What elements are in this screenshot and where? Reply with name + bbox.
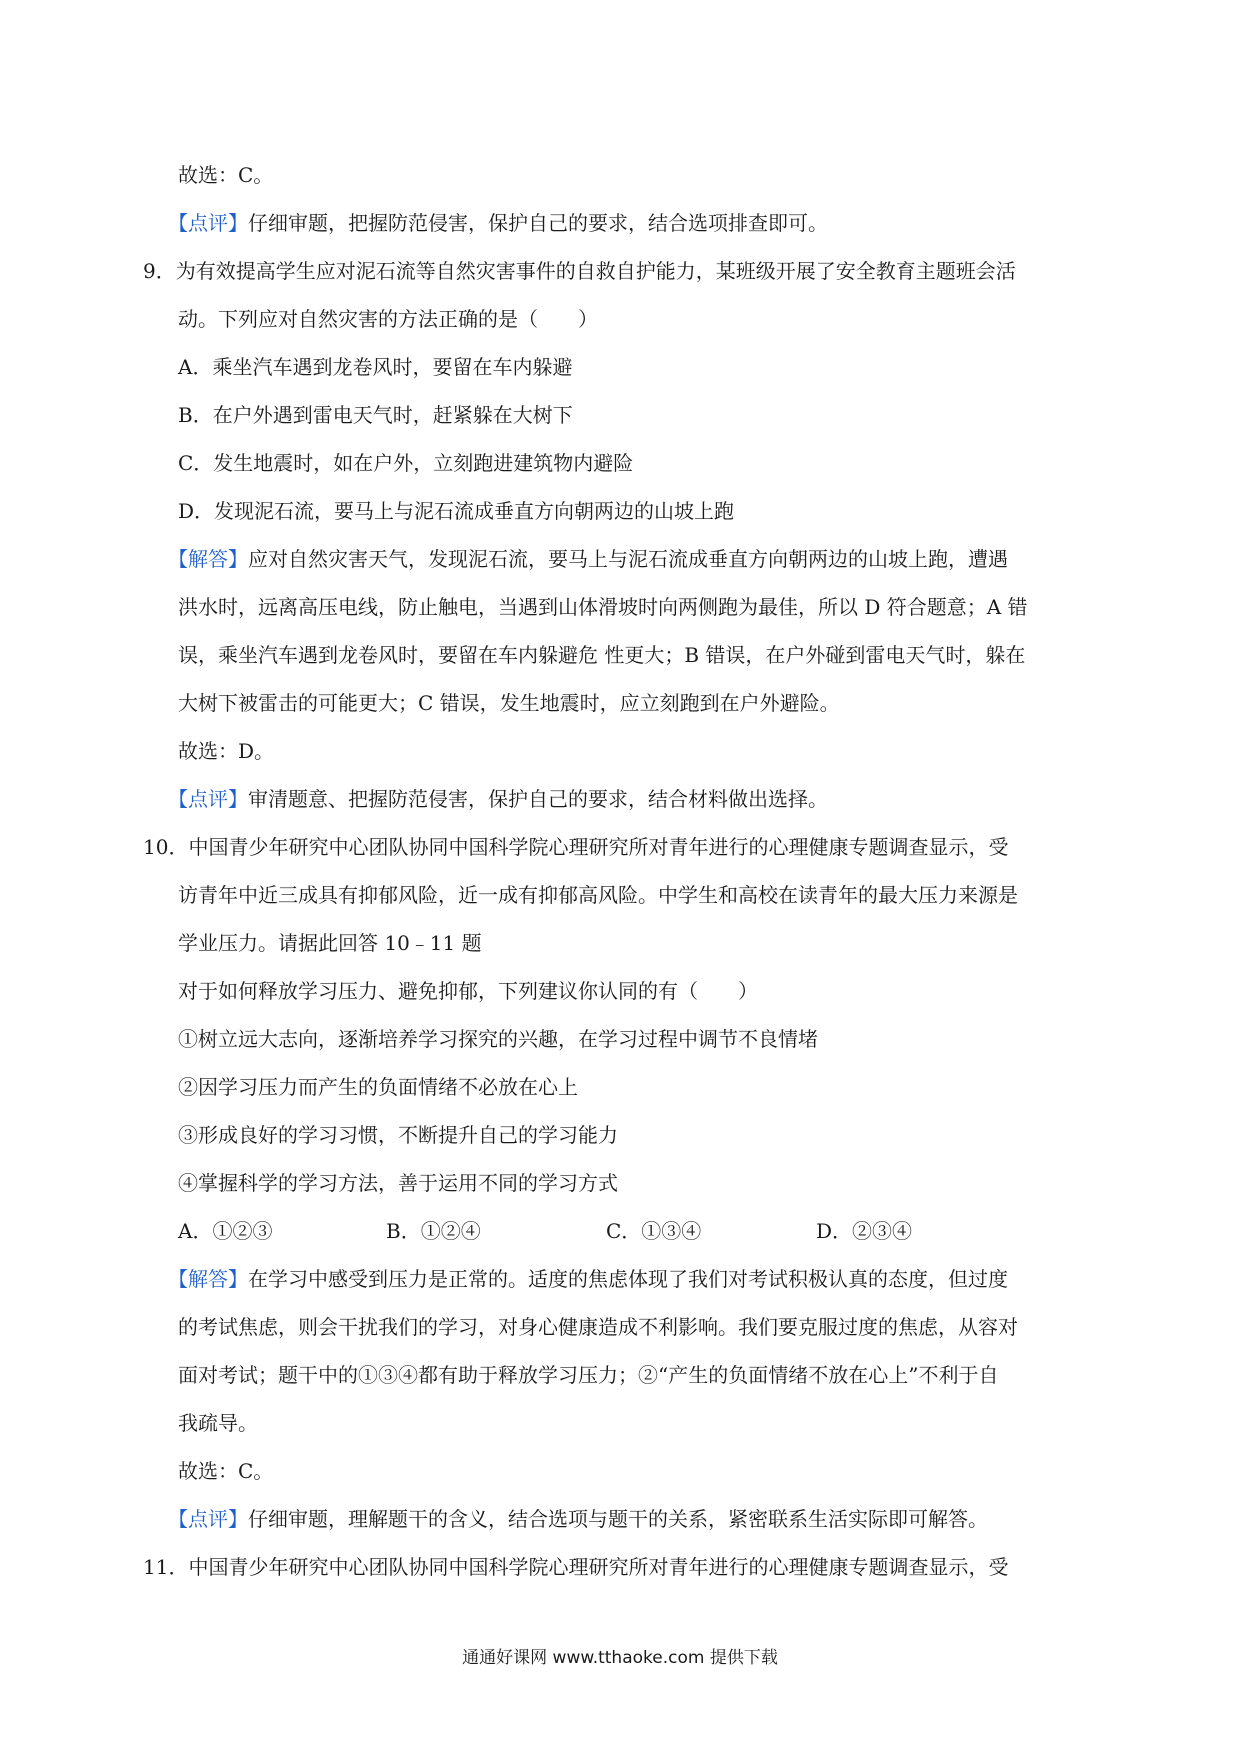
answer-line: 故选：D。	[178, 739, 275, 763]
answer-line: 故选：C。	[178, 1459, 274, 1483]
solution-line: 误，乘坐汽车遇到龙卷风时，要留在车内躲避危 性更大；B 错误，在户外碰到雷电天气时，躲在	[178, 643, 1026, 667]
answer-line: 故选：C。	[178, 163, 274, 187]
comment-tag: 【点评】	[168, 1507, 248, 1531]
option-b: B．①②④	[386, 1219, 481, 1243]
comment-line: 【点评】仔细审题，把握防范侵害，保护自己的要求，结合选项排查即可。	[168, 211, 828, 235]
question-9-option-a: A．乘坐汽车遇到龙卷风时，要留在车内躲避	[178, 355, 573, 379]
statement-2: ②因学习压力而产生的负面情绪不必放在心上	[178, 1075, 578, 1099]
comment-line: 【点评】仔细审题，理解题干的含义，结合选项与题干的关系，紧密联系生活实际即可解答。	[168, 1507, 988, 1531]
question-10-stem-cont: 学业压力。请据此回答 10﹣11 题	[178, 931, 482, 955]
solution-line: 面对考试；题干中的①③④都有助于释放学习压力；②“产生的负面情绪不放在心上”不利于自	[178, 1363, 999, 1387]
question-9-stem-cont: 动。下列应对自然灾害的方法正确的是（ ）	[178, 307, 598, 331]
page-footer: 通通好课网 www.tthaoke.com 提供下载	[462, 1648, 778, 1668]
comment-line: 【点评】审清题意、把握防范侵害，保护自己的要求，结合材料做出选择。	[168, 787, 828, 811]
statement-1: ①树立远大志向，逐渐培养学习探究的兴趣，在学习过程中调节不良情堵	[178, 1027, 818, 1051]
solution-line: 【解答】在学习中感受到压力是正常的。适度的焦虑体现了我们对考试积极认真的态度，但过度	[168, 1267, 1008, 1291]
question-10-options	[178, 1216, 978, 1246]
question-11-stem: 11．中国青少年研究中心团队协同中国科学院心理研究所对青年进行的心理健康专题调查显示，受	[143, 1555, 1009, 1579]
solution-line: 【解答】应对自然灾害天气，发现泥石流，要马上与泥石流成垂直方向朝两边的山坡上跑，遭遇	[168, 547, 1008, 571]
question-9-option-c: C．发生地震时，如在户外，立刻跑进建筑物内避险	[178, 451, 634, 475]
question-10-stem-cont: 访青年中近三成具有抑郁风险，近一成有抑郁高风险。中学生和高校在读青年的最大压力来源是	[178, 883, 1018, 907]
question-10-stem: 10．中国青少年研究中心团队协同中国科学院心理研究所对青年进行的心理健康专题调查显示，受	[143, 835, 1009, 859]
statement-4: ④掌握科学的学习方法，善于运用不同的学习方式	[178, 1171, 618, 1195]
option-a: A．①②③	[178, 1219, 273, 1243]
solution-tag: 【解答】	[168, 1267, 248, 1291]
solution-line: 的考试焦虑，则会干扰我们的学习，对身心健康造成不利影响。我们要克服过度的焦虑，从容对	[178, 1315, 1018, 1339]
question-9-option-d: D．发现泥石流，要马上与泥石流成垂直方向朝两边的山坡上跑	[178, 499, 735, 523]
comment-tag: 【点评】	[168, 787, 248, 811]
question-9-option-b: B．在户外遇到雷电天气时，赶紧躲在大树下	[178, 403, 573, 427]
comment-tag: 【点评】	[168, 211, 248, 235]
solution-tag: 【解答】	[168, 547, 248, 571]
question-9-stem: 9．为有效提高学生应对泥石流等自然灾害事件的自救自护能力，某班级开展了安全教育主题班会活	[143, 259, 1016, 283]
solution-line: 洪水时，远离高压电线，防止触电，当遇到山体滑坡时向两侧跑为最佳，所以 D 符合题意；A 错	[178, 595, 1028, 619]
solution-line: 大树下被雷击的可能更大；C 错误，发生地震时，应立刻跑到在户外避险。	[178, 691, 840, 715]
solution-line: 我疏导。	[178, 1411, 258, 1435]
question-10-prompt: 对于如何释放学习压力、避免抑郁，下列建议你认同的有（ ）	[178, 979, 758, 1003]
option-d: D．②③④	[816, 1219, 913, 1243]
option-c: C．①③④	[606, 1219, 702, 1243]
statement-3: ③形成良好的学习习惯，不断提升自己的学习能力	[178, 1123, 618, 1147]
